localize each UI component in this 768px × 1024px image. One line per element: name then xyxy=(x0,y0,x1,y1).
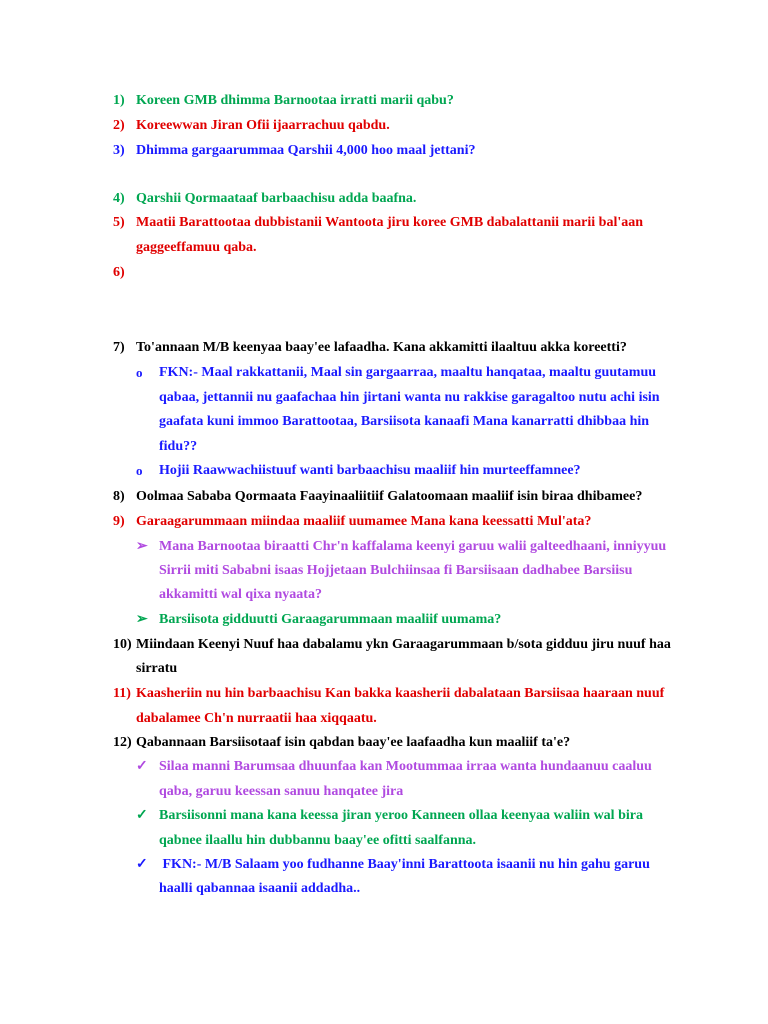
check-bullet-icon: ✓ xyxy=(136,808,148,823)
sub-item-text-line-3: gaafata kuni immoo Barattootaa, Barsiisota kanaafi Mana kanarratti dhibbaa hin xyxy=(159,414,650,429)
item-text: Koreen GMB dhimma Barnootaa irratti marii qabu? xyxy=(136,93,454,108)
sub-item-text-line-1: FKN:- Maal rakkattanii, Maal sin gargaarraa, maaltu hanqataa, maaltu guutamuu xyxy=(159,365,657,380)
sub-item-text: Hojii Raawwachiistuuf wanti barbaachisu maaliif hin murteeffamnee? xyxy=(159,463,581,478)
arrow-bullet-icon: ➢ xyxy=(136,539,148,554)
item-text: To'annaan M/B keenyaa baay'ee lafaadha. Kana akkamitti ilaaltuu akka koreetti? xyxy=(136,340,627,355)
sub-item-text-line-2: qabnee ilaallu hin dubbannu baay'ee ofitti saalfanna. xyxy=(159,833,477,848)
sub-item-text-line-3: akkamitti wal qixa nyaata? xyxy=(159,587,322,602)
item-number: 10) xyxy=(113,637,132,652)
item-number: 4) xyxy=(113,191,125,206)
circle-bullet-icon: o xyxy=(136,463,143,478)
item-number: 9) xyxy=(113,514,125,529)
check-bullet-icon: ✓ xyxy=(136,857,148,872)
sub-item-text-line-1: Mana Barnootaa biraatti Chr'n kaffalama keenyi garuu walii galteedhaani, inniyyuu xyxy=(159,539,667,554)
sub-item-text-line-1: Silaa manni Barumsaa dhuunfaa kan Mootummaa irraa wanta hundaanuu caaluu xyxy=(159,759,652,774)
item-text: Qarshii Qormaataaf barbaachisu adda baafna. xyxy=(136,191,417,206)
item-text-line-1: Kaasheriin nu hin barbaachisu Kan bakka kaasherii dabalataan Barsiisaa haaraan nuuf xyxy=(136,686,665,701)
item-number: 12) xyxy=(113,735,132,750)
item-text: Garaagarummaan miindaa maaliif uumamee Mana kana keessatti Mul'ata? xyxy=(136,514,592,529)
sub-item-text-line-1: Barsiisonni mana kana keessa jiran yeroo Kanneen ollaa keenyaa waliin wal bira xyxy=(159,808,643,823)
item-text: Oolmaa Sababa Qormaata Faayinaaliitiif Galatoomaan maaliif isin biraa dhibamee? xyxy=(136,489,643,504)
sub-item-text-line-2: Sirrii miti Sababni isaas Hojjetaan Bulchiinsaa fi Barsiisaan dadhabee Barsiisu xyxy=(159,563,633,578)
circle-bullet-icon: o xyxy=(136,365,143,380)
item-number: 7) xyxy=(113,340,125,355)
sub-item-text: Barsiisota gidduutti Garaagarummaan maaliif uumama? xyxy=(159,612,502,627)
item-text-line-2: gaggeeffamuu qaba. xyxy=(136,240,257,255)
check-bullet-icon: ✓ xyxy=(136,759,148,774)
item-number: 11) xyxy=(113,686,131,701)
item-text: Koreewwan Jiran Ofii ijaarrachuu qabdu. xyxy=(136,118,390,133)
item-text: Dhimma gargaarummaa Qarshii 4,000 hoo maal jettani? xyxy=(136,143,476,158)
item-number: 2) xyxy=(113,118,125,133)
item-number: 8) xyxy=(113,489,125,504)
arrow-bullet-icon: ➢ xyxy=(136,612,148,627)
item-text: Qabannaan Barsiisotaaf isin qabdan baay'ee laafaadha kun maaliif ta'e? xyxy=(136,735,571,750)
sub-item-text-line-4: fidu?? xyxy=(159,439,198,454)
item-text-line-2: dabalamee Ch'n nurraatii haa xiqqaatu. xyxy=(136,711,377,726)
sub-item-text-line-1: FKN:- M/B Salaam yoo fudhanne Baay'inni Barattoota isaanii nu hin gahu garuu xyxy=(159,857,650,872)
item-number: 1) xyxy=(113,93,125,108)
item-number: 6) xyxy=(113,265,125,280)
sub-item-text-line-2: qabaa, jettannii nu gaafachaa hin jirtani wanta nu rakkise garagaltoo nutu achi isin xyxy=(159,390,660,405)
item-text-line-2: sirratu xyxy=(136,661,178,676)
item-number: 3) xyxy=(113,143,125,158)
sub-item-text-line-2: qaba, garuu keessan sanuu hanqatee jira xyxy=(159,784,404,799)
sub-item-text-line-2: haalli qabannaa isaanii addadha.. xyxy=(159,881,361,896)
item-text-line-1: Miindaan Keenyi Nuuf haa dabalamu ykn Garaagarummaan b/sota gidduu jiru nuuf haa xyxy=(136,637,671,652)
item-number: 5) xyxy=(113,215,125,230)
item-text-line-1: Maatii Barattootaa dubbistanii Wantoota jiru koree GMB dabalattanii marii bal'aan xyxy=(136,215,644,230)
